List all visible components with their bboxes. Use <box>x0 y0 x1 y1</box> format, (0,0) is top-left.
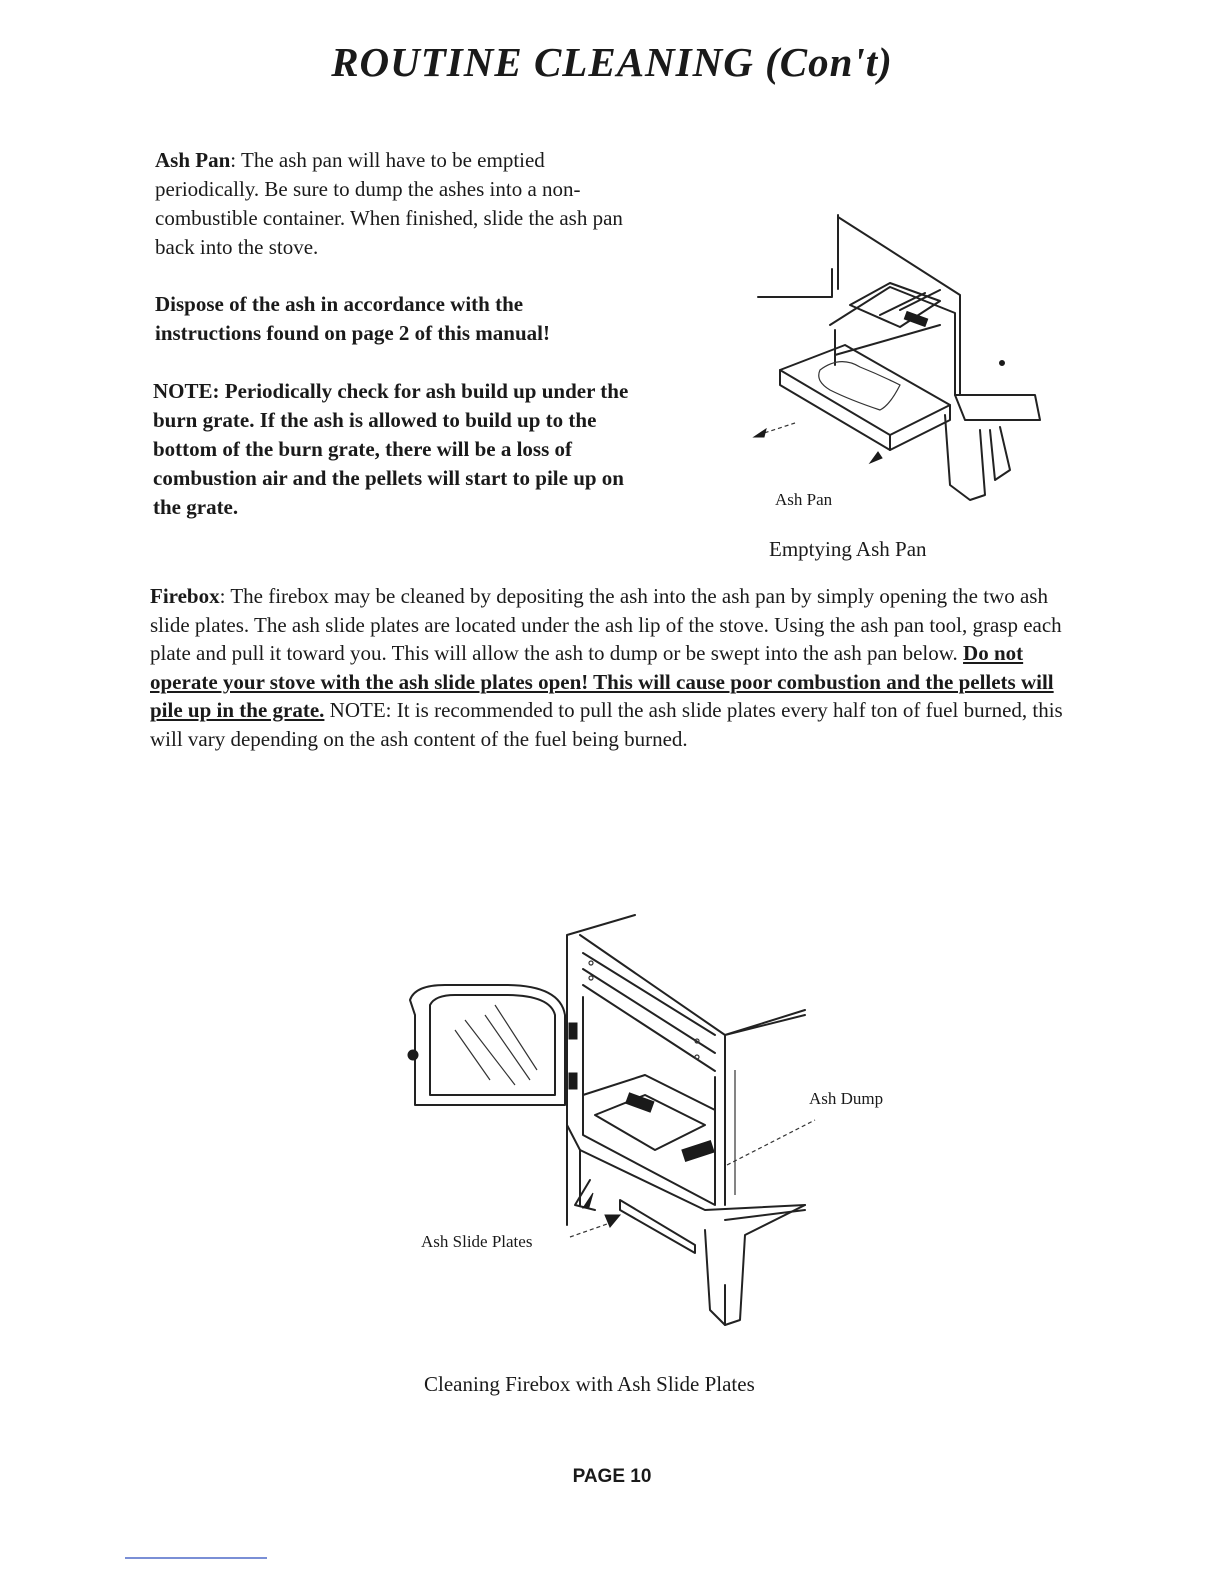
ash-pan-text: : The ash pan will have to be emptied periodically. Be sure to dump the ashes into a non-combustible container. When finished, slide the ash pan back into the stove. <box>155 148 623 259</box>
grate-note: NOTE: Periodically check for ash build up under the burn grate. If the ash is allowed to build up to the bottom of the burn grate, there will be a loss of combustion air and the pellets will start to pile up on the grate. <box>153 379 629 519</box>
figure1-caption: Emptying Ash Pan <box>769 537 927 561</box>
page-number: PAGE 10 <box>572 1466 652 1487</box>
firebox-illustration <box>405 905 825 1335</box>
figure2-caption: Cleaning Firebox with Ash Slide Plates <box>424 1372 755 1396</box>
firebox-text-after: NOTE: It is recommended to pull the ash slide plates every half ton of fuel burned, this will vary depending on the ash content of the fuel being burned. <box>150 698 1063 751</box>
ash-dump-label: Ash Dump <box>809 1089 884 1108</box>
firebox-paragraph <box>150 582 1080 753</box>
dispose-note: Dispose of the ash in accordance with the instructions found on page 2 of this manual! <box>155 292 550 345</box>
ash-pan-paragraph <box>155 146 635 262</box>
firebox-lead: Firebox <box>150 584 220 608</box>
ash-pan-label: Ash Pan <box>775 490 833 509</box>
firebox-warning: Do not operate your stove with the ash slide plates open! This will cause poor combustion and the pellets will pile up in the grate. <box>150 641 1054 722</box>
ash-pan-illustration <box>740 205 1050 515</box>
page-title: ROUTINE CLEANING (Con't) <box>331 39 893 85</box>
bottom-rule <box>125 1557 267 1559</box>
ash-pan-lead: Ash Pan <box>155 148 231 172</box>
ash-slide-plates-label: Ash Slide Plates <box>421 1232 533 1251</box>
firebox-text: : The firebox may be cleaned by depositing the ash into the ash pan by simply opening the two ash slide plates. The ash slide plates are located under the ash lip of the stove. Using the ash pan tool, grasp each plate and pull it toward you. This will allow the ash to dump or be swept into the ash pan below. <box>150 584 1062 665</box>
